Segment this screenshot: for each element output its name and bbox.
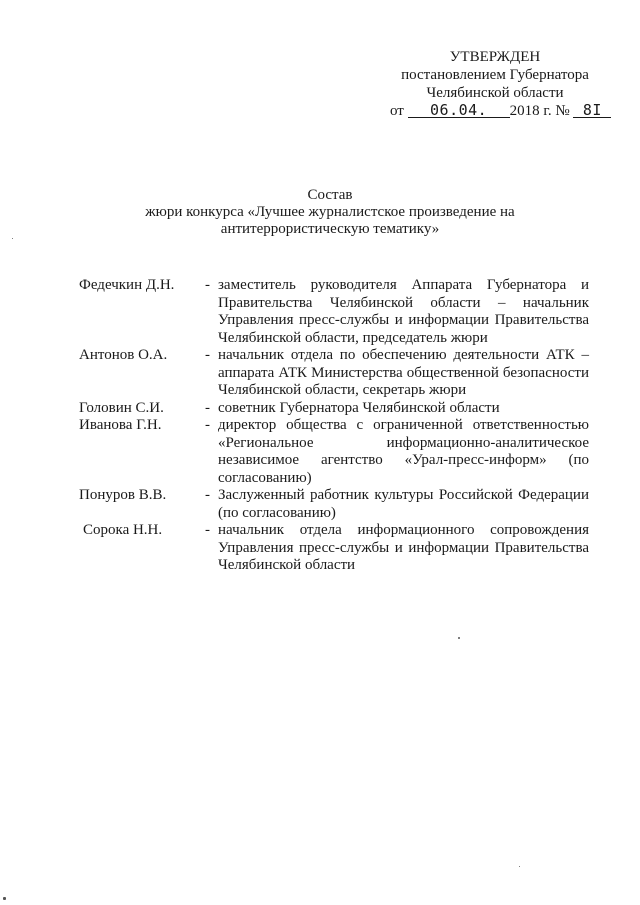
member-description: советник Губернатора Челябинской области: [218, 399, 500, 416]
member-name: Федечкин Д.Н.: [79, 277, 175, 293]
member-description: начальник отдела информационного сопровождения Управления пресс-службы и информации Правительства Челябинской области: [218, 522, 589, 573]
approval-date-handwritten: 06.04.: [408, 103, 510, 118]
member-description: директор общества с ограниченной ответственностью «Региональное информационно-аналитическое независимое агентство «Урал-пресс-информ» (по согласованию): [218, 417, 589, 486]
roster-row: [79, 347, 589, 400]
member-dash: -: [205, 347, 210, 363]
approval-line-1: постановлением Губернатора: [401, 67, 589, 83]
scan-speck: [458, 637, 460, 639]
member-name: Понуров В.В.: [79, 487, 167, 503]
member-name: Антонов О.А.: [79, 347, 168, 363]
scan-speck: [519, 866, 520, 867]
member-dash: -: [205, 417, 210, 433]
roster-row: [79, 487, 589, 522]
approval-stamp-block: [380, 48, 610, 120]
member-description: Заслуженный работник культуры Российской Федерации (по согласованию): [218, 487, 589, 521]
roster-row: [79, 277, 589, 347]
heading-line-2: антитеррористическую тематику»: [220, 221, 440, 237]
member-dash: -: [205, 487, 210, 503]
approval-date-prefix: от: [390, 103, 404, 119]
member-description: заместитель руководителя Аппарата Губернатора и Правительства Челябинской области – начальник Управления пресс-службы и информации Правительства Челябинской области, председатель жюри: [218, 277, 589, 346]
member-name: Сорока Н.Н.: [83, 522, 163, 538]
member-dash: -: [205, 277, 210, 293]
heading-line-1: жюри конкурса «Лучшее журналистское произведение на: [145, 204, 515, 220]
approval-date-line: [380, 102, 610, 120]
member-name: Головин С.И.: [79, 399, 164, 416]
approval-year-suffix: 2018 г. №: [509, 103, 570, 119]
approval-line-2: Челябинской области: [426, 85, 564, 101]
member-dash: -: [205, 399, 210, 416]
member-dash: -: [205, 522, 210, 538]
approval-title: УТВЕРЖДЕН: [449, 49, 541, 65]
roster-row: [79, 417, 589, 487]
document-heading: [100, 187, 560, 238]
approval-number-handwritten: 8I: [573, 103, 611, 118]
member-description: начальник отдела по обеспечению деятельности АТК – аппарата АТК Министерства общественной безопасности Челябинской области, секретарь жюри: [218, 347, 589, 398]
scan-speck: [12, 238, 13, 239]
scan-speck: [3, 897, 6, 900]
heading-title: Состав: [307, 187, 353, 203]
roster-row: [79, 522, 589, 575]
member-name: Иванова Г.Н.: [79, 417, 162, 433]
roster-row: [79, 400, 589, 418]
jury-roster: [79, 277, 589, 575]
